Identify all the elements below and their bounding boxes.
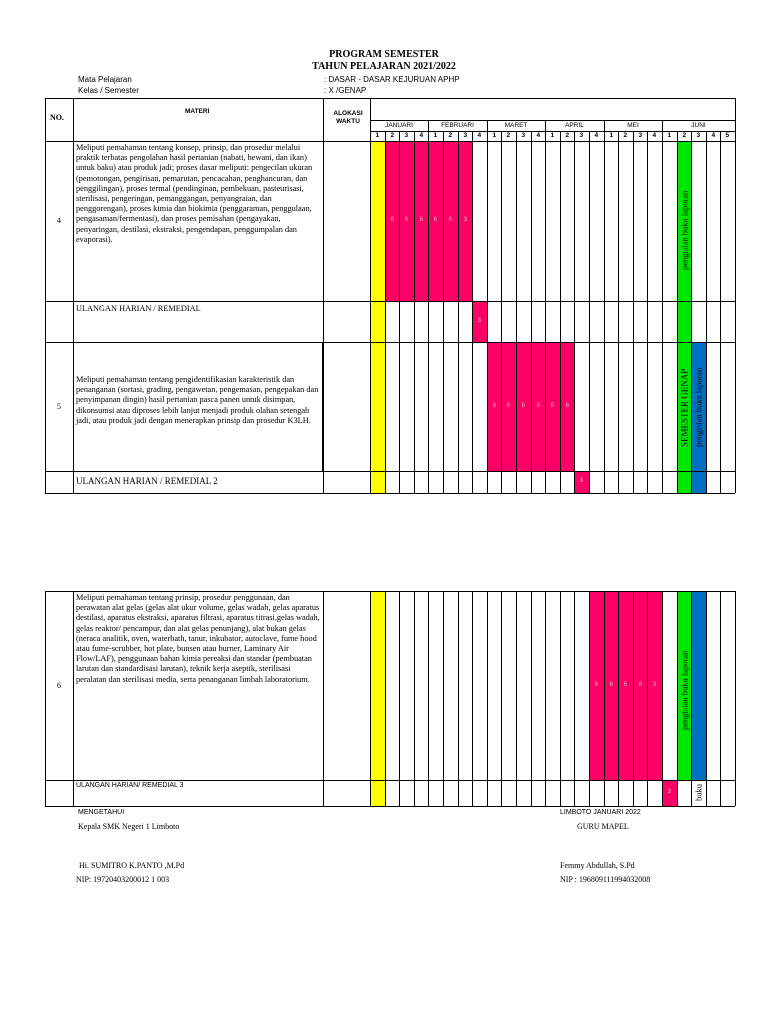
table-left-border (45, 141, 46, 493)
week-divider (618, 131, 619, 141)
teacher-nip: NIP : 196809111994032008 (560, 875, 651, 884)
week-column-line (560, 141, 561, 493)
week-divider (501, 131, 502, 141)
month-label: JUNI (691, 122, 706, 129)
header-alokasi: ALOKASI WAKTU (333, 110, 363, 125)
week-number: 1 (609, 132, 614, 139)
week-column-line (428, 141, 429, 493)
week-divider (633, 131, 634, 141)
week-column-line (428, 591, 429, 806)
week-column-line (574, 591, 575, 806)
week-number: 2 (506, 132, 511, 139)
mark-value: 6 (623, 681, 627, 688)
materi-row-4: Meliputi pemahaman tentang konsep, prinsip, dan prosedur melalui praktik terbatas pengolahan hasil pertanian (nabati, hewani, dan ikan) untuk baku) atau produk jadi; proses dasar meliputi: pengecilan ukuran (pemotongan, pengirisan, pemarutan, pencacahan, penghancuran, dan penggilingan), proses termal (pendinginan, pembekuan, pasteurisasi, sterilisasi, pengeringan, pemanggangan, penyangraian, dan penggorengan), proses kimia dan biokimia (penggaraman, penggulaan, pengasaman/fermentasi), dan proses pemisahan (pengayakan, penyaringan, destilasi, ekstraksi, pengendapan, penggumpalan dan evaporasi). (76, 143, 313, 244)
row-number: 6 (57, 681, 61, 690)
week-column-line (531, 141, 532, 493)
week-divider (516, 131, 517, 141)
week-column-line (618, 591, 619, 806)
week-divider (443, 131, 444, 141)
week-column-line (414, 591, 415, 806)
week-column-line (516, 591, 517, 806)
month-divider (545, 120, 546, 131)
week-column-line (589, 591, 590, 806)
mark-value: 6 (638, 681, 642, 688)
week-divider (691, 131, 692, 141)
week-divider (604, 131, 605, 141)
week-number: 3 (463, 132, 468, 139)
document-title: PROGRAM SEMESTER (329, 49, 439, 60)
week-column-line (487, 141, 488, 493)
mark-value: 6 (492, 402, 496, 409)
week-divider (662, 131, 663, 141)
week-divider (720, 131, 721, 141)
week-column-line (399, 591, 400, 806)
month-label: APRIL (565, 122, 584, 129)
remedial-row-2: ULANGAN HARIAN / REMEDIAL 2 (76, 476, 218, 486)
week-divider (487, 131, 488, 141)
week-divider (560, 131, 561, 141)
week-number: 2 (565, 132, 570, 139)
week-number: 4 (419, 132, 424, 139)
yellow-week-column (370, 591, 385, 806)
week-divider (428, 131, 429, 141)
month-divider (487, 120, 488, 131)
month-label: MEI (627, 122, 639, 129)
week-column-line (414, 141, 415, 493)
teacher-name: Femmy Abdullah, S.Pd (560, 861, 635, 870)
week-column-line (399, 141, 400, 493)
week-column-line (385, 591, 386, 806)
week-column-line (385, 141, 386, 493)
week-column-line (706, 591, 707, 806)
week-number: 4 (536, 132, 541, 139)
principal-name: Hi. SUMITRO K.PANTO ,M.Pd (79, 861, 185, 870)
mark-value: 6 (448, 217, 452, 223)
week-divider (647, 131, 648, 141)
week-column-line (443, 591, 444, 806)
block-top-border (45, 141, 735, 142)
kelas-value: : X /GENAP (324, 86, 367, 95)
week-number: 3 (696, 132, 701, 139)
mark-value: 6 (536, 402, 540, 409)
week-column-line (516, 141, 517, 493)
week-divider (458, 131, 459, 141)
month-label: JANUARI (385, 122, 413, 129)
week-number: 2 (448, 132, 453, 139)
week-column-line (443, 141, 444, 493)
bottom-column-label: buku (693, 784, 704, 802)
materi-border (73, 591, 74, 806)
mark-value: 6 (521, 402, 525, 409)
week-column-line (458, 141, 459, 493)
month-divider (604, 120, 605, 131)
green-column-label-2: pengisian buku laporan (679, 650, 690, 730)
materi-row-5: Meliputi pemahaman tentang pengidentifikasian karakteristik dan penanganan (sortasi, grading, pengawetan, pengemasan, pengepakan dan penyimpanan dingin) hasil pertanian pasca panen untuk disimpan, dikonsumsi atau diproses lebih lanjut menjadi produk olahan setengah jadi, atau produk jadi dengan menerapkan prinsip dan prosedur K3LH. (76, 375, 319, 425)
kepala-label: Kepala SMK Negeri 1 Limboto (78, 822, 180, 831)
table-left-border (45, 591, 46, 806)
row-border (45, 301, 735, 302)
week-number: 4 (594, 132, 599, 139)
yellow-week-column (370, 141, 385, 493)
week-column-line (458, 591, 459, 806)
mark-value: 3 (463, 217, 467, 223)
alokasi-border (323, 591, 324, 806)
week-number: 4 (652, 132, 657, 139)
mapel-value: : DASAR - DASAR KEJURUAN APHP (324, 75, 460, 84)
week-number: 2 (682, 132, 687, 139)
week-number: 2 (390, 132, 395, 139)
week-divider (472, 131, 473, 141)
mark-value: 3 (579, 478, 583, 484)
header-no: NO. (50, 113, 64, 122)
blue-june-column (691, 591, 706, 780)
week-number: 3 (638, 132, 643, 139)
green-column-label-1: pengisian buku laporan (679, 190, 690, 270)
table-left-border (45, 98, 46, 141)
week-divider (589, 131, 590, 141)
week-number: 1 (550, 132, 555, 139)
week-number: 2 (623, 132, 628, 139)
week-column-line (633, 591, 634, 806)
week-column-line (472, 591, 473, 806)
week-column-line (662, 141, 663, 493)
row-border (45, 493, 735, 494)
week-number: 3 (521, 132, 526, 139)
week-column-line (604, 591, 605, 806)
mapel-label: Mata Pelajaran (78, 75, 132, 84)
blue-column-label: pengisian buku laporan (693, 367, 704, 448)
mark-value: 6 (390, 217, 394, 223)
mark-value: 6 (419, 217, 423, 223)
week-number: 3 (579, 132, 584, 139)
mark-value: 6 (506, 402, 510, 409)
mark-value: 6 (404, 217, 408, 223)
week-column-line (589, 141, 590, 493)
week-column-line (574, 141, 575, 493)
week-column-line (487, 591, 488, 806)
month-divider (662, 120, 663, 131)
week-divider (531, 131, 532, 141)
week-column-line (501, 591, 502, 806)
remedial-row-1: ULANGAN HARIAN / REMEDIAL (76, 304, 201, 313)
mark-value: 6 (433, 217, 437, 223)
row-border (45, 471, 735, 472)
row-number: 4 (57, 216, 61, 225)
week-column-line (545, 591, 546, 806)
week-divider (677, 131, 678, 141)
week-column-line (662, 591, 663, 806)
week-divider (414, 131, 415, 141)
week-column-line (647, 141, 648, 493)
header-top-border (45, 98, 735, 99)
mark-value: 3 (667, 789, 671, 795)
materi-thick-border (322, 342, 324, 471)
week-number: 1 (375, 132, 380, 139)
mark-value: 6 (565, 402, 569, 409)
week-area-border (370, 98, 371, 141)
header-materi: MATERI (185, 108, 210, 115)
week-number: 4 (477, 132, 482, 139)
week-column-line (720, 591, 721, 806)
week-area-border (370, 591, 371, 806)
month-label: FEBRUARI (441, 122, 474, 129)
month-label: MARET (504, 122, 528, 129)
week-column-line (633, 141, 634, 493)
kelas-label: Kelas / Semester (78, 86, 139, 95)
table-right-border (735, 98, 736, 141)
principal-nip: NIP: 19720403200012 1 003 (76, 875, 170, 884)
row-border (45, 342, 735, 343)
block-top-border (45, 591, 735, 592)
week-column-line (531, 591, 532, 806)
week-column-line (720, 141, 721, 493)
week-divider (574, 131, 575, 141)
row-number: 5 (57, 402, 61, 411)
document-subtitle: TAHUN PELAJARAN 2021/2022 (312, 61, 456, 72)
week-number: 5 (725, 132, 730, 139)
week-column-line (560, 591, 561, 806)
week-column-line (618, 141, 619, 493)
week-column-line (706, 141, 707, 493)
week-column-line (501, 141, 502, 493)
week-number: 4 (711, 132, 716, 139)
row-border (45, 806, 735, 807)
alokasi-border (323, 98, 324, 141)
week-number: 1 (492, 132, 497, 139)
week-number: 3 (404, 132, 409, 139)
month-divider (428, 120, 429, 131)
mark-value: 3 (477, 317, 481, 324)
week-divider (706, 131, 707, 141)
week-area-border (370, 141, 371, 493)
week-number: 1 (667, 132, 672, 139)
mark-value: 6 (609, 681, 613, 688)
place-date: LIMBOTO JANUARI 2022 (560, 809, 641, 816)
guru-label: GURU MAPEL (577, 822, 629, 831)
materi-border (73, 141, 74, 493)
table-right-border (735, 141, 736, 493)
remedial-row-3: ULANGAN HARIAN/ REMEDIAL 3 (76, 782, 184, 789)
mengetahui-label: MENGETAHUI (78, 809, 125, 816)
mark-value: 3 (652, 681, 656, 688)
mark-value: 6 (594, 681, 598, 688)
week-divider (399, 131, 400, 141)
materi-border (73, 98, 74, 141)
week-divider (545, 131, 546, 141)
semester-genap-label: SEMESTER GENAP (679, 368, 690, 447)
week-number: 1 (433, 132, 438, 139)
month-row-border (370, 120, 735, 121)
week-divider (385, 131, 386, 141)
week-column-line (545, 141, 546, 493)
materi-row-6: Meliputi pemahaman tentang prinsip, prosedur penggunaan, dan perawatan alat gelas (gelas alat ukur volume, gelas wadah, gelas aparatus destilasi, aparatus ekstraksi, aparatus filtrasi, aparatus titrasi,gelas wadah, gelas reaktor/ pencampur, dan alat gelas penunjang), alat bukan gelas (neraca analitik, oven, waterbath, tanur, inkubator, autoclave, fume hood atau fume-scrubber, hot plate, bunsen atau burner, Laminary Air Flow/LAF), penggunaan bahan kimia pereaksi dan standar (pembuatan larutan dan standardisasi larutan), teknik kerja aseptik, sterilisasi peralatan dan sterilisasi media, serta penanganan limbah laboratorium. (76, 593, 320, 684)
mark-value: 6 (550, 402, 554, 409)
table-right-border (735, 591, 736, 806)
week-column-line (604, 141, 605, 493)
week-column-line (647, 591, 648, 806)
